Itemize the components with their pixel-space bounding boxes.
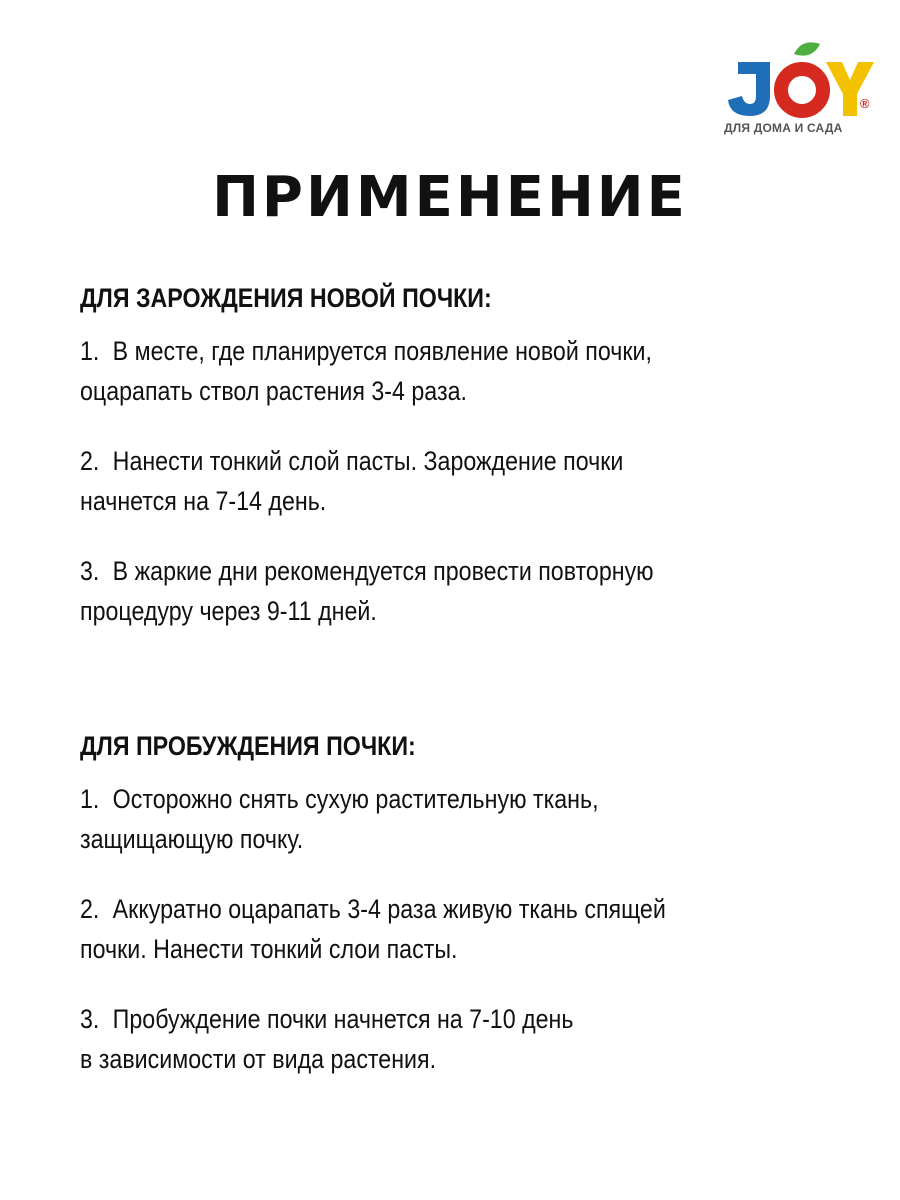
leaf-icon bbox=[794, 42, 820, 55]
step-number: 1. bbox=[80, 784, 100, 814]
step-number: 2. bbox=[80, 446, 100, 476]
step-number: 3. bbox=[80, 1004, 100, 1034]
section-heading: ДЛЯ ПРОБУЖДЕНИЯ ПОЧКИ: bbox=[80, 731, 416, 761]
brand-logo bbox=[724, 40, 884, 140]
step-text: Аккуратно оцарапать 3-4 раза живую ткань спящей bbox=[112, 894, 666, 924]
step-text: Осторожно снять сухую растительную ткань, bbox=[112, 784, 599, 814]
step-text: В месте, где планируется появление новой почки, bbox=[112, 336, 652, 366]
step-text: защищающую почку. bbox=[80, 824, 304, 854]
trademark-symbol: ® bbox=[860, 96, 870, 111]
step-item bbox=[80, 331, 840, 411]
step-item bbox=[80, 889, 840, 969]
step-text: почки. Нанести тонкий слои пасты. bbox=[80, 934, 458, 964]
step-text: процедуру через 9-11 дней. bbox=[80, 596, 377, 626]
section-heading: ДЛЯ ЗАРОЖДЕНИЯ НОВОЙ ПОЧКИ: bbox=[80, 283, 492, 313]
step-number: 3. bbox=[80, 556, 100, 586]
logo-tagline: ДЛЯ ДОМА И САДА bbox=[724, 121, 843, 135]
step-text: Пробуждение почки начнется на 7-10 день bbox=[112, 1004, 574, 1034]
step-item bbox=[80, 441, 840, 521]
step-text: оцарапать ствол растения 3-4 раза. bbox=[80, 376, 467, 406]
logo-letter-j bbox=[728, 62, 770, 116]
step-item bbox=[80, 551, 840, 631]
section-new-bud bbox=[80, 280, 840, 661]
step-text: в зависимости от вида растения. bbox=[80, 1044, 437, 1074]
step-item bbox=[80, 779, 840, 859]
step-text: В жаркие дни рекомендуется провести повторную bbox=[112, 556, 654, 586]
step-number: 2. bbox=[80, 894, 100, 924]
logo-letter-o bbox=[781, 69, 823, 111]
page-title: ПРИМЕНЕНИЕ bbox=[212, 165, 688, 230]
step-item bbox=[80, 999, 840, 1079]
step-text: Нанести тонкий слой пасты. Зарождение почки bbox=[112, 446, 624, 476]
step-number: 1. bbox=[80, 336, 100, 366]
step-text: начнется на 7-14 день. bbox=[80, 486, 327, 516]
section-bud-awakening bbox=[80, 728, 840, 1109]
